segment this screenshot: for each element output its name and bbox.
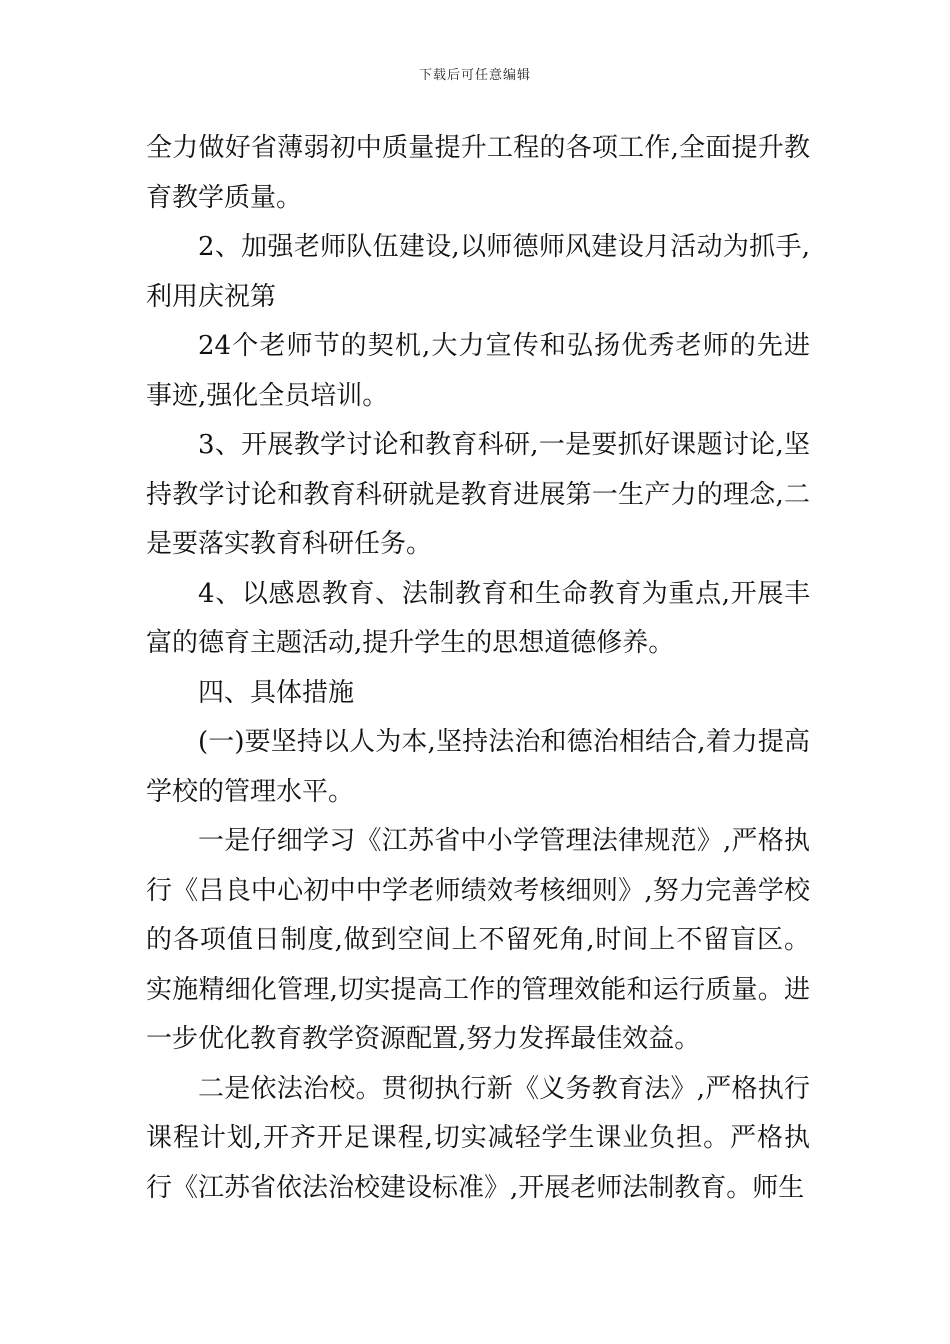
paragraph: 二是依法治校。贯彻执行新《义务教育法》,严格执行课程计划,开齐开足课程,切实减轻学生课业负担。严格执行《江苏省依法治校建设标准》,开展老师法制教育。师生 — [146, 1073, 810, 1203]
paragraph: 3、开展教学讨论和教育科研,一是要抓好课题讨论,坚持教学讨论和教育科研就是教育进展第一生产力的理念,二是要落实教育科研任务。 — [146, 430, 810, 559]
section-heading: 四、具体措施 — [198, 677, 355, 708]
paragraph: 4、以感恩教育、法制教育和生命教育为重点,开展丰富的德育主题活动,提升学生的思想道德修养。 — [146, 578, 810, 658]
paragraph: (一)要坚持以人为本,坚持法治和德治相结合,着力提高学校的管理水平。 — [146, 727, 810, 807]
paragraph: 24个老师节的契机,大力宣传和弘扬优秀老师的先进事迹,强化全员培训。 — [146, 331, 810, 411]
document-body — [146, 124, 810, 1213]
paragraph: 2、加强老师队伍建设,以师德师风建设月活动为抓手,利用庆祝第 — [146, 232, 810, 312]
page-header: 下载后可任意编辑 — [418, 68, 531, 83]
paragraph: 一是仔细学习《江苏省中小学管理法律规范》,严格执行《吕良中心初中中学老师绩效考核细则》,努力完善学校的各项值日制度,做到空间上不留死角,时间上不留盲区。实施精细化管理,切实提高工作的管理效能和运行质量。进一步优化教育教学资源配置,努力发挥最佳效益。 — [146, 826, 810, 1054]
paragraph: 全力做好省薄弱初中质量提升工程的各项工作,全面提升教育教学质量。 — [146, 133, 810, 213]
